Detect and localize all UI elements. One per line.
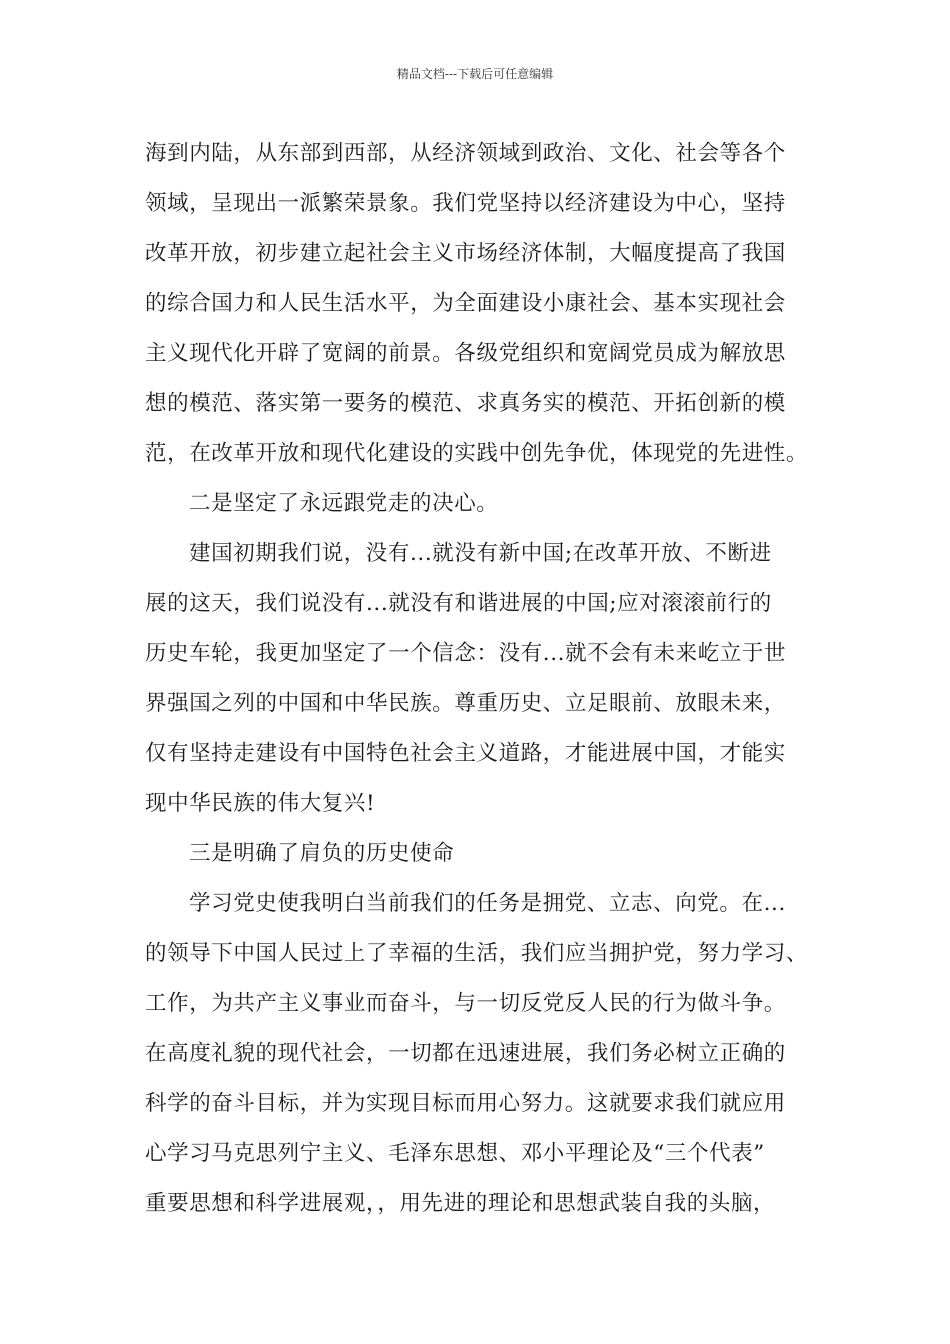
text-line: 重要思想和科学进展观，，用先进的理论和思想武装自我的头脑， xyxy=(145,1191,776,1216)
text-line: 二是坚定了永远跟党走的决心。 xyxy=(189,491,499,516)
text-line: 仅有坚持走建设有中国特色社会主义道路，才能进展中国，才能实 xyxy=(145,741,786,766)
text-line: 范，在改革开放和现代化建设的实践中创先争优，体现党的先进性。 xyxy=(145,441,809,466)
text-line: 展的这天，我们说没有...就没有和谐进展的中国;应对滚滚前行的 xyxy=(145,591,772,616)
text-line: 历史车轮，我更加坚定了一个信念：没有...就不会有未来屹立于世 xyxy=(145,641,787,666)
text-line: 领域，呈现出一派繁荣景象。我们党坚持以经济建设为中心，坚持 xyxy=(145,191,786,216)
text-line: 工作，为共产主义事业而奋斗，与一切反党反人民的行为做斗争。 xyxy=(145,991,786,1016)
text-line: 主义现代化开辟了宽阔的前景。各级党组织和宽阔党员成为解放思 xyxy=(145,341,786,366)
text-line: 现中华民族的伟大复兴! xyxy=(145,791,376,816)
text-line: 海到内陆，从东部到西部，从经济领域到政治、文化、社会等各个 xyxy=(145,141,786,166)
text-line: 心学习马克思列宁主义、毛泽东思想、邓小平理论及“三个代表” xyxy=(145,1141,765,1166)
text-line: 科学的奋斗目标，并为实现目标而用心努力。这就要求我们就应用 xyxy=(145,1091,786,1116)
text-line: 在高度礼貌的现代社会，一切都在迅速进展，我们务必树立正确的 xyxy=(145,1041,786,1066)
text-line: 三是明确了肩负的历史使命 xyxy=(189,841,455,866)
text-line: 想的模范、落实第一要务的模范、求真务实的模范、开拓创新的模 xyxy=(145,391,786,416)
body-text xyxy=(145,129,835,1229)
text-line: 学习党史使我明白当前我们的任务是拥党、立志、向党。在... xyxy=(189,891,786,916)
text-line: 的综合国力和人民生活水平，为全面建设小康社会、基本实现社会 xyxy=(145,291,786,316)
text-line: 界强国之列的中国和中华民族。尊重历史、立足眼前、放眼未来， xyxy=(145,691,786,716)
text-line: 建国初期我们说，没有...就没有新中国;在改革开放、不断进 xyxy=(189,541,772,566)
text-line: 改革开放，初步建立起社会主义市场经济体制，大幅度提高了我国 xyxy=(145,241,786,266)
text-line: 的领导下中国人民过上了幸福的生活，我们应当拥护党，努力学习、 xyxy=(145,941,809,966)
page-header: 精品文档---下载后可任意编辑 xyxy=(396,67,554,81)
